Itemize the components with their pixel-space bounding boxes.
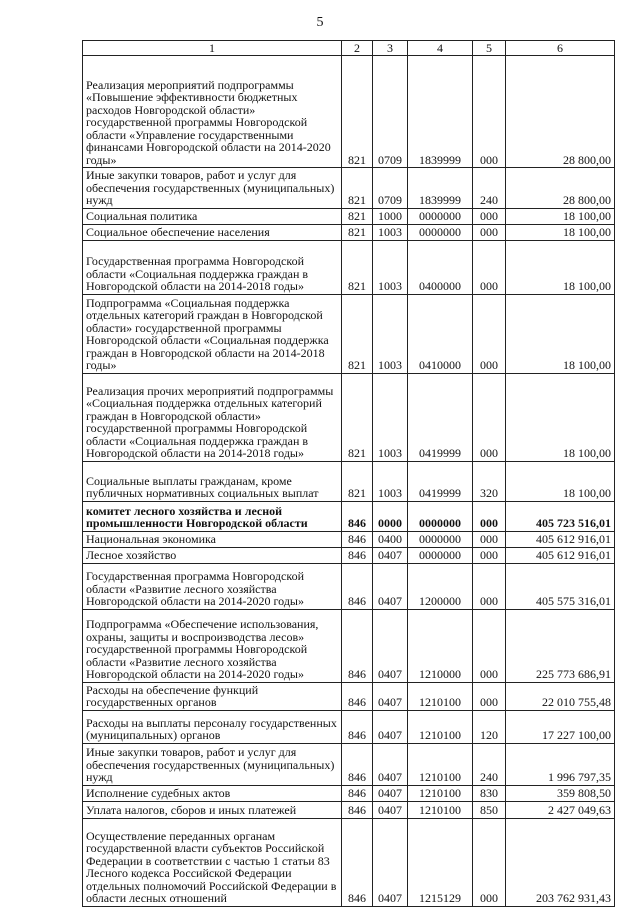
table-row <box>83 547 615 563</box>
row-type-cell: 000 <box>473 563 506 609</box>
row-name-cell: Иные закупки товаров, работ и услуг для обеспечения государственных (муниципальных) нужд <box>83 743 342 785</box>
row-name-cell: Государственная программа Новгородской области «Социальная поддержка граждан в Новгородской области на 2014-2018 годы» <box>83 240 342 294</box>
row-section-cell: 1000 <box>373 208 408 224</box>
column-header: 4 <box>408 41 473 56</box>
row-target-cell: 1210100 <box>408 743 473 785</box>
row-section-cell: 0407 <box>373 682 408 710</box>
row-code-cell: 821 <box>342 168 373 209</box>
row-name-cell: Лесное хозяйство <box>83 547 342 563</box>
row-name-cell: Подпрограмма «Социальная поддержка отдельных категорий граждан в Новгородской области» государственной программы Новгородской области «Социальная поддержка граждан в Новгородской области на 2014-2018 годы» <box>83 294 342 373</box>
column-header: 2 <box>342 41 373 56</box>
row-amount-cell: 405 612 916,01 <box>506 531 615 547</box>
row-code-cell: 821 <box>342 224 373 240</box>
row-amount-cell: 18 100,00 <box>506 208 615 224</box>
row-amount-cell: 28 800,00 <box>506 56 615 168</box>
row-target-cell: 0000000 <box>408 501 473 531</box>
row-type-cell: 000 <box>473 294 506 373</box>
row-code-cell: 821 <box>342 461 373 501</box>
column-header: 3 <box>373 41 408 56</box>
row-type-cell: 240 <box>473 743 506 785</box>
row-section-cell: 0709 <box>373 56 408 168</box>
row-target-cell: 0000000 <box>408 224 473 240</box>
row-code-cell: 821 <box>342 373 373 461</box>
row-type-cell: 320 <box>473 461 506 501</box>
row-amount-cell: 18 100,00 <box>506 373 615 461</box>
row-amount-cell: 2 427 049,63 <box>506 801 615 818</box>
row-type-cell: 120 <box>473 710 506 743</box>
row-code-cell: 846 <box>342 743 373 785</box>
row-name-cell: Государственная программа Новгородской области «Развитие лесного хозяйства Новгородской области на 2014-2020 годы» <box>83 563 342 609</box>
row-target-cell: 1210100 <box>408 710 473 743</box>
row-code-cell: 846 <box>342 531 373 547</box>
row-section-cell: 0407 <box>373 801 408 818</box>
row-amount-cell: 18 100,00 <box>506 294 615 373</box>
row-section-cell: 0000 <box>373 501 408 531</box>
row-code-cell: 846 <box>342 785 373 801</box>
row-target-cell: 0000000 <box>408 547 473 563</box>
row-amount-cell: 22 010 755,48 <box>506 682 615 710</box>
table-row <box>83 294 615 373</box>
row-code-cell: 846 <box>342 547 373 563</box>
table-row <box>83 710 615 743</box>
row-code-cell: 821 <box>342 294 373 373</box>
row-name-cell: Социальное обеспечение населения <box>83 224 342 240</box>
row-type-cell: 000 <box>473 609 506 682</box>
row-type-cell: 000 <box>473 547 506 563</box>
row-type-cell: 830 <box>473 785 506 801</box>
row-name-cell: Реализация мероприятий подпрограммы «Повышение эффективности бюджетных расходов Новгородской области» государственной программы Новгородской области «Управление государственными финансами Новгородской области на 2014-2020 годы» <box>83 56 342 168</box>
row-code-cell: 846 <box>342 563 373 609</box>
row-name-cell: Уплата налогов, сборов и иных платежей <box>83 801 342 818</box>
table-body <box>83 56 615 907</box>
row-amount-cell: 28 800,00 <box>506 168 615 209</box>
row-name-cell: Осуществление переданных органам государственной власти субъектов Российской Федерации в соответствии с частью 1 статьи 83 Лесного кодекса Российской Федерации отдельных полномочий Российской Федерации в области лесных отношений <box>83 818 342 906</box>
row-section-cell: 1003 <box>373 224 408 240</box>
row-amount-cell: 405 575 316,01 <box>506 563 615 609</box>
row-target-cell: 1215129 <box>408 818 473 906</box>
table-row <box>83 208 615 224</box>
row-section-cell: 1003 <box>373 373 408 461</box>
budget-table <box>82 40 615 907</box>
row-section-cell: 0407 <box>373 563 408 609</box>
row-section-cell: 0400 <box>373 531 408 547</box>
row-name-cell: Реализация прочих мероприятий подпрограммы «Социальная поддержка отдельных категорий граждан в Новгородской области» государственной программы Новгородской области «Социальная поддержка граждан в Новгородской области на 2014-2018 годы» <box>83 373 342 461</box>
row-section-cell: 0407 <box>373 785 408 801</box>
row-name-cell: Социальные выплаты гражданам, кроме публичных нормативных социальных выплат <box>83 461 342 501</box>
row-type-cell: 850 <box>473 801 506 818</box>
row-name-cell: Исполнение судебных актов <box>83 785 342 801</box>
row-section-cell: 1003 <box>373 294 408 373</box>
table-row <box>83 224 615 240</box>
row-target-cell: 0419999 <box>408 373 473 461</box>
row-amount-cell: 405 723 516,01 <box>506 501 615 531</box>
row-name-cell: Иные закупки товаров, работ и услуг для обеспечения государственных (муниципальных) нужд <box>83 168 342 209</box>
row-target-cell: 0000000 <box>408 531 473 547</box>
row-code-cell: 846 <box>342 801 373 818</box>
row-target-cell: 1839999 <box>408 56 473 168</box>
row-type-cell: 000 <box>473 240 506 294</box>
row-section-cell: 0709 <box>373 168 408 209</box>
row-target-cell: 0400000 <box>408 240 473 294</box>
table-row <box>83 563 615 609</box>
row-target-cell: 0000000 <box>408 208 473 224</box>
row-type-cell: 240 <box>473 168 506 209</box>
table-row <box>83 743 615 785</box>
table-row <box>83 785 615 801</box>
row-name-cell: Подпрограмма «Обеспечение использования, охраны, защиты и воспроизводства лесов» государственной программы Новгородской области «Развитие лесного хозяйства Новгородской области на 2014-2020 годы» <box>83 609 342 682</box>
row-target-cell: 0410000 <box>408 294 473 373</box>
row-section-cell: 0407 <box>373 710 408 743</box>
page-number: 5 <box>316 15 324 30</box>
table-row <box>83 609 615 682</box>
table-row <box>83 531 615 547</box>
row-amount-cell: 203 762 931,43 <box>506 818 615 906</box>
row-section-cell: 0407 <box>373 743 408 785</box>
row-amount-cell: 225 773 686,91 <box>506 609 615 682</box>
row-code-cell: 821 <box>342 56 373 168</box>
row-type-cell: 000 <box>473 531 506 547</box>
column-header: 1 <box>83 41 342 56</box>
row-type-cell: 000 <box>473 682 506 710</box>
row-amount-cell: 18 100,00 <box>506 224 615 240</box>
table-row <box>83 461 615 501</box>
header-row <box>83 41 615 56</box>
table-row <box>83 501 615 531</box>
row-section-cell: 0407 <box>373 547 408 563</box>
row-code-cell: 846 <box>342 818 373 906</box>
row-code-cell: 846 <box>342 609 373 682</box>
row-amount-cell: 359 808,50 <box>506 785 615 801</box>
row-target-cell: 1210000 <box>408 609 473 682</box>
row-type-cell: 000 <box>473 208 506 224</box>
row-amount-cell: 18 100,00 <box>506 240 615 294</box>
row-type-cell: 000 <box>473 818 506 906</box>
row-section-cell: 0407 <box>373 818 408 906</box>
row-target-cell: 1210100 <box>408 682 473 710</box>
table-row <box>83 818 615 906</box>
table-row <box>83 56 615 168</box>
column-header: 5 <box>473 41 506 56</box>
row-type-cell: 000 <box>473 501 506 531</box>
row-section-cell: 1003 <box>373 461 408 501</box>
row-target-cell: 1210100 <box>408 801 473 818</box>
row-name-cell: Национальная экономика <box>83 531 342 547</box>
table-row <box>83 240 615 294</box>
row-amount-cell: 1 996 797,35 <box>506 743 615 785</box>
row-code-cell: 846 <box>342 501 373 531</box>
row-name-cell: Расходы на обеспечение функций государственных органов <box>83 682 342 710</box>
row-name-cell: Социальная политика <box>83 208 342 224</box>
row-type-cell: 000 <box>473 373 506 461</box>
table-row <box>83 373 615 461</box>
row-section-cell: 0407 <box>373 609 408 682</box>
row-code-cell: 846 <box>342 682 373 710</box>
row-name-cell: Расходы на выплаты персоналу государственных (муниципальных) органов <box>83 710 342 743</box>
row-target-cell: 1839999 <box>408 168 473 209</box>
table-row <box>83 168 615 209</box>
row-code-cell: 821 <box>342 208 373 224</box>
table-row <box>83 801 615 818</box>
row-target-cell: 1210100 <box>408 785 473 801</box>
row-amount-cell: 18 100,00 <box>506 461 615 501</box>
row-amount-cell: 17 227 100,00 <box>506 710 615 743</box>
row-code-cell: 846 <box>342 710 373 743</box>
table-row <box>83 682 615 710</box>
row-type-cell: 000 <box>473 56 506 168</box>
column-header: 6 <box>506 41 615 56</box>
row-type-cell: 000 <box>473 224 506 240</box>
row-code-cell: 821 <box>342 240 373 294</box>
row-section-cell: 1003 <box>373 240 408 294</box>
row-amount-cell: 405 612 916,01 <box>506 547 615 563</box>
row-target-cell: 0419999 <box>408 461 473 501</box>
row-target-cell: 1200000 <box>408 563 473 609</box>
row-name-cell: комитет лесного хозяйства и лесной промышленности Новгородской области <box>83 501 342 531</box>
